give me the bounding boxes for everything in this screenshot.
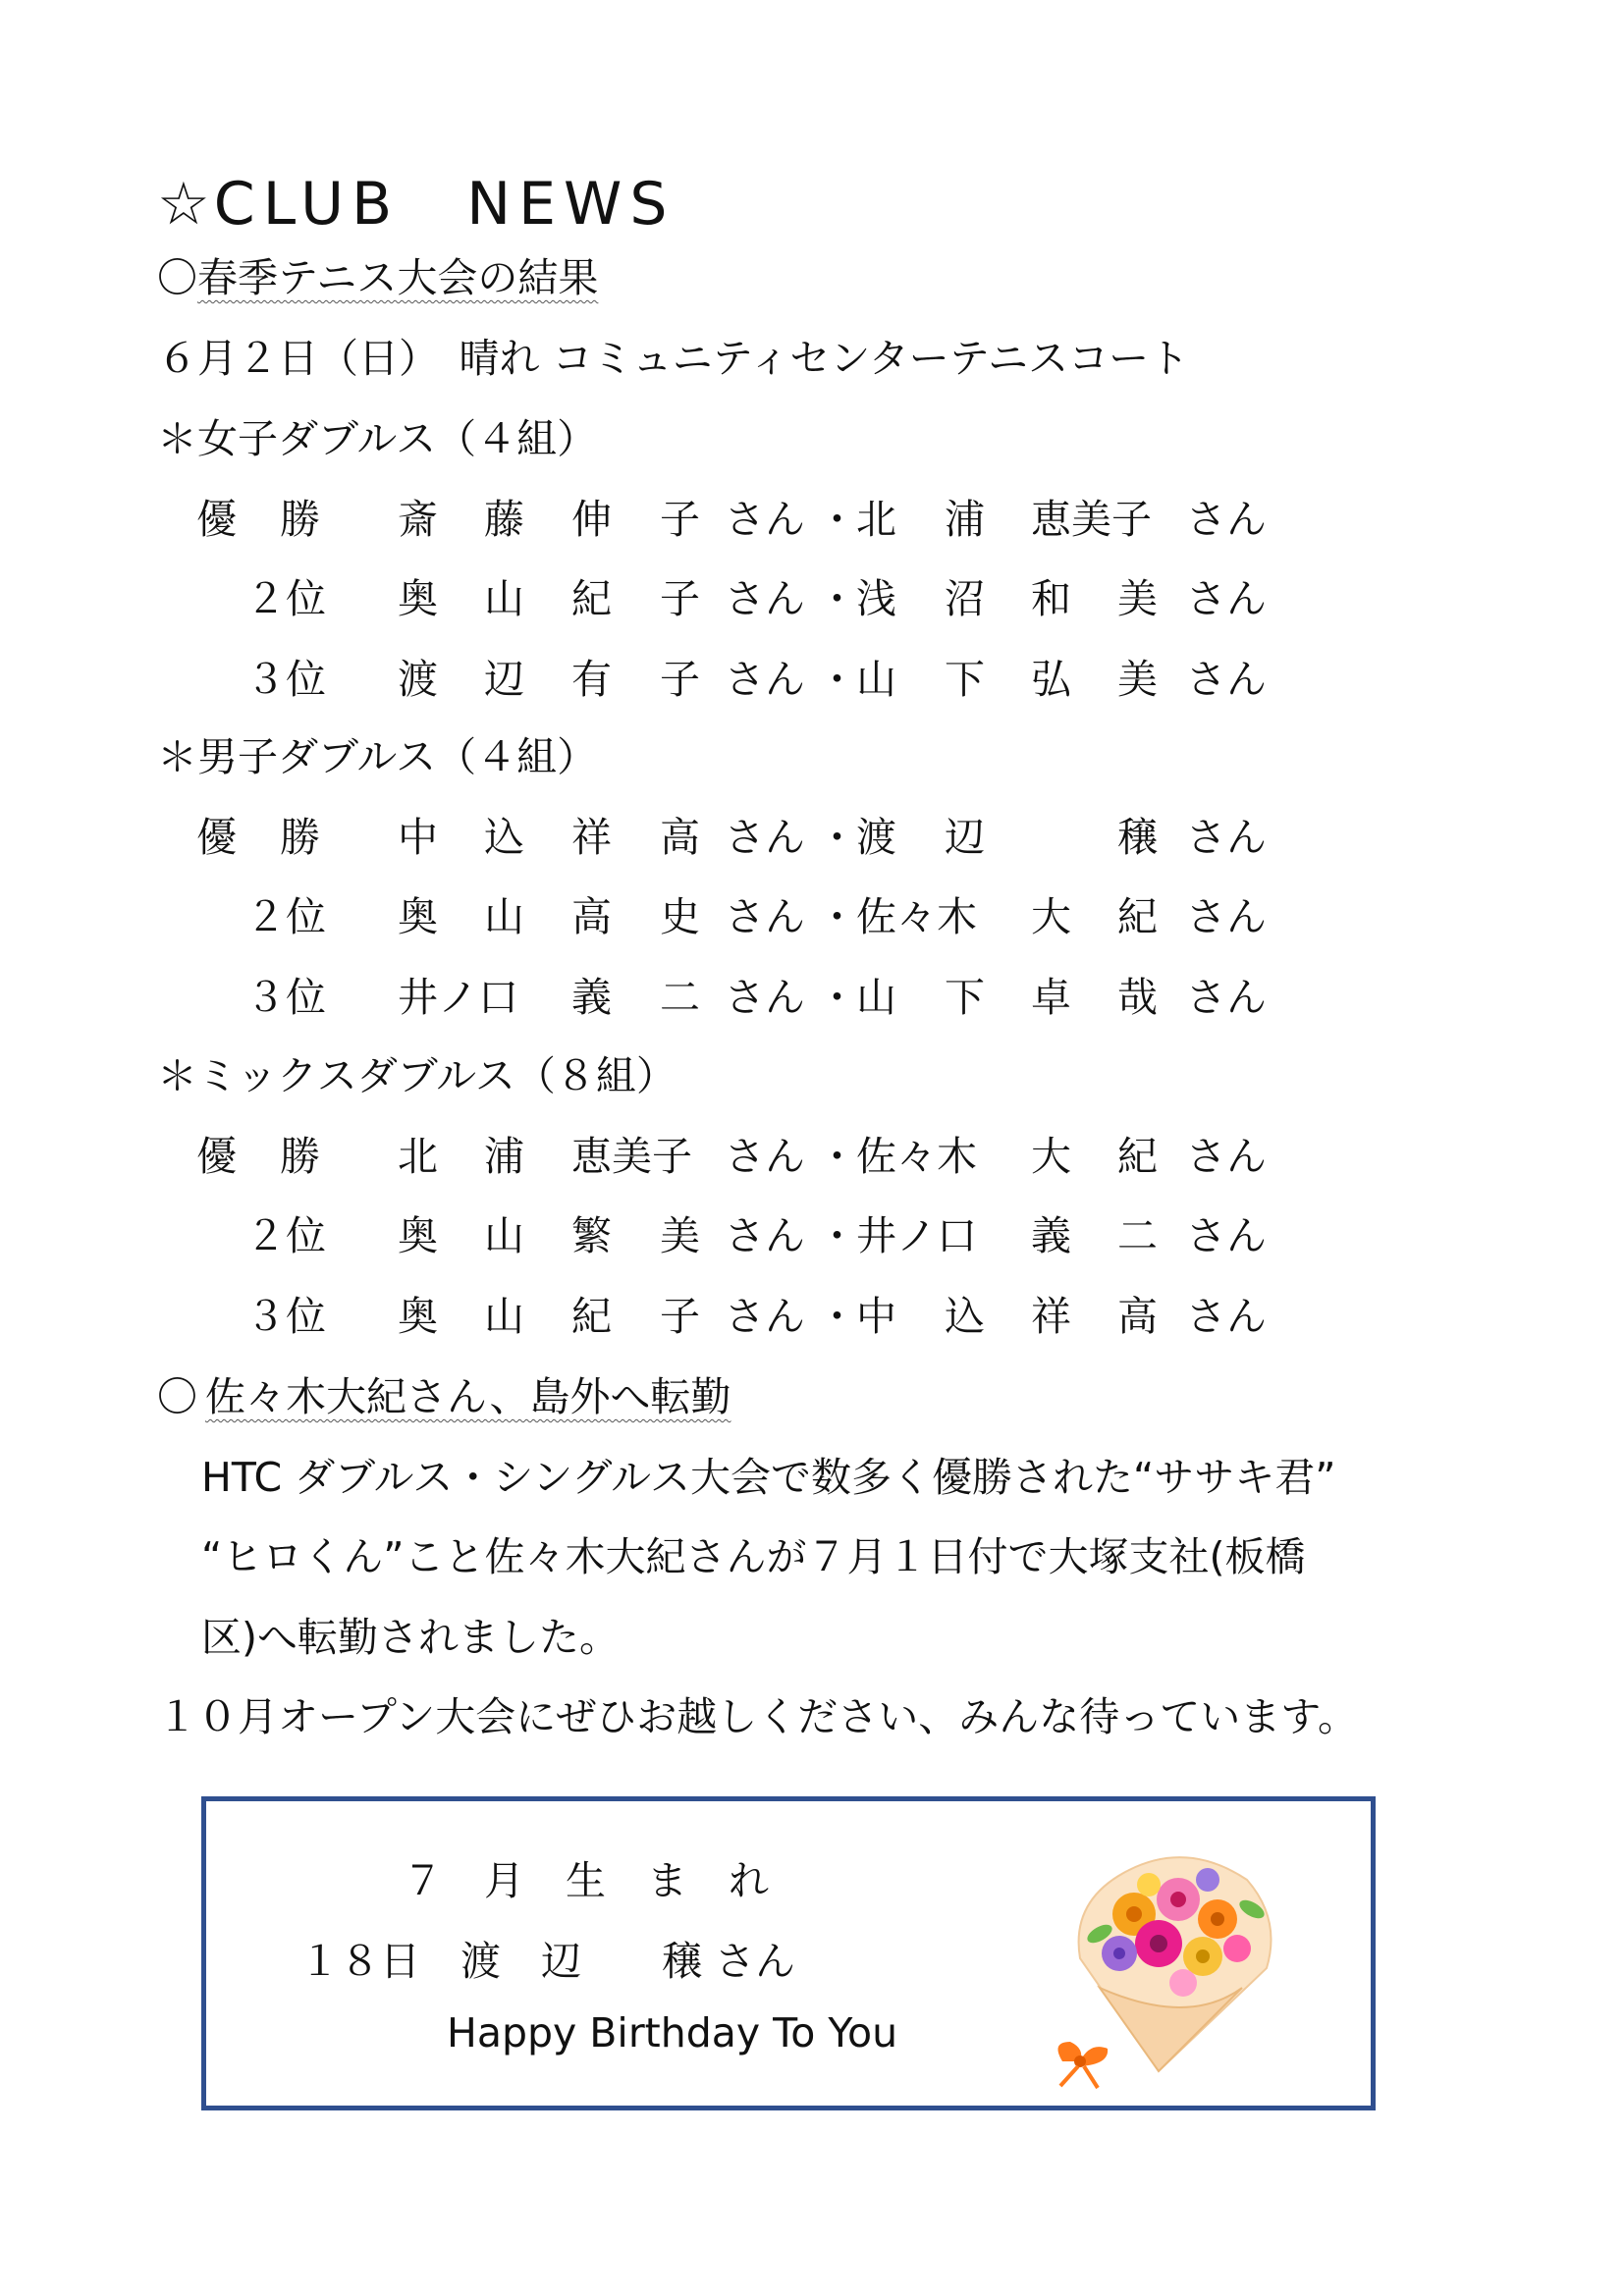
honorific: さん [1186, 495, 1267, 543]
player2-name-part: 込 [945, 1292, 985, 1340]
birthday-message: Happy Birthday To You [447, 2009, 898, 2056]
player1-name-part: 子 [660, 655, 700, 703]
separator-dot: ・ [817, 813, 857, 861]
player2-name-part: 下 [945, 973, 985, 1021]
honorific: さん [725, 1212, 805, 1259]
player2-name-part: 渡 [856, 813, 896, 861]
player1-name-part: 史 [660, 893, 700, 940]
player2-name-part: 高 [1117, 1292, 1158, 1340]
player1-name-part: 恵美子 [571, 1132, 692, 1180]
player1-name-part: 奥 [398, 1212, 438, 1259]
transfer-heading [157, 1364, 731, 1422]
player1-name-part: 斎 [398, 495, 438, 543]
player1-name-part: 美 [660, 1212, 700, 1259]
player2-name-part: 北 [856, 495, 896, 543]
player2-name-part: 二 [1117, 1212, 1158, 1259]
player1-name-part: 二 [660, 973, 700, 1021]
player2-name-part: 紀 [1117, 1132, 1158, 1180]
result-row [0, 884, 1375, 943]
place-label: ２位 [245, 893, 326, 940]
player1-name-part: 子 [660, 1292, 700, 1340]
honorific: さん [725, 575, 805, 622]
player2-name-part: 辺 [945, 813, 985, 861]
birthday-title: ７月生まれ [403, 1857, 810, 1904]
result-row [0, 965, 1375, 1024]
honorific: さん [1186, 813, 1267, 861]
player1-name-part: 有 [571, 655, 612, 703]
player1-name-part: 子 [660, 575, 700, 622]
tournament-heading-text: 春季テニス大会の結果 [197, 254, 599, 301]
player2-name-part: 中 [856, 1292, 896, 1340]
page-title [157, 157, 675, 241]
player1-name-part: 北 [398, 1132, 438, 1180]
birthday-box [201, 1796, 1376, 2110]
player2-name-part: 卓 [1031, 973, 1071, 1021]
player2-name-part: 大 [1031, 893, 1071, 940]
player1-name-part: 山 [484, 1292, 524, 1340]
player2-name-part: 山 [856, 973, 896, 1021]
player1-name-part: 井ノ口 [398, 973, 518, 1021]
player1-name-part: 奥 [398, 893, 438, 940]
place-label: ３位 [245, 655, 326, 703]
player2-name-part: 浦 [945, 495, 985, 543]
player1-name-part: 込 [484, 813, 524, 861]
transfer-line-1: HTC ダブルス・シングルス大会で数多く優勝された“ササキ君” [201, 1454, 1336, 1501]
tournament-date-line: ６月２日（日） 晴れ コミュニティセンターテニスコート [157, 335, 1190, 382]
circle-bullet-icon: 〇 [157, 254, 197, 301]
player2-name-part: 美 [1117, 575, 1158, 622]
place-label: ３位 [245, 1292, 326, 1340]
separator-dot: ・ [817, 893, 857, 940]
player1-name-part: 奥 [398, 1292, 438, 1340]
result-row [0, 805, 1375, 864]
player2-name-part: 哉 [1117, 973, 1158, 1021]
player1-name-part: 渡 [398, 655, 438, 703]
player1-name-part: 浦 [484, 1132, 524, 1180]
player2-name-part: 山 [856, 655, 896, 703]
tournament-heading [157, 245, 598, 303]
separator-dot: ・ [817, 1212, 857, 1259]
player1-name-part: 紀 [571, 575, 612, 622]
honorific: さん [725, 973, 805, 1021]
honorific: さん [725, 655, 805, 703]
player2-name-part: 紀 [1117, 893, 1158, 940]
player2-name-part: 下 [945, 655, 985, 703]
player2-name-part: 恵美子 [1031, 495, 1152, 543]
player2-name-part: 浅 [856, 575, 896, 622]
place-label: ２位 [245, 575, 326, 622]
honorific: さん [1186, 973, 1267, 1021]
player1-name-part: 中 [398, 813, 438, 861]
result-row [0, 1284, 1375, 1343]
separator-dot: ・ [817, 575, 857, 622]
player2-name-part: 義 [1031, 1212, 1071, 1259]
honorific: さん [725, 813, 805, 861]
player1-name-part: 藤 [484, 495, 524, 543]
player2-name-part: 美 [1117, 655, 1158, 703]
honorific: さん [725, 1292, 805, 1340]
player2-name-part: 佐々木 [856, 1132, 977, 1180]
player2-name-part: 佐々木 [856, 893, 977, 940]
player1-name-part: 子 [660, 495, 700, 543]
honorific: さん [1186, 893, 1267, 940]
result-row [0, 647, 1375, 706]
honorific: さん [725, 1132, 805, 1180]
player1-name-part: 山 [484, 575, 524, 622]
player2-name-part: 沼 [945, 575, 985, 622]
honorific: さん [1186, 1292, 1267, 1340]
transfer-line-2: “ヒロくん”こと佐々木大紀さんが７月１日付で大塚支社(板橋 [201, 1533, 1306, 1580]
place-label: 優勝 [196, 813, 363, 861]
player2-name-part: 大 [1031, 1132, 1071, 1180]
category-heading: ＊男子ダブルス（４組） [157, 733, 598, 780]
player1-name-part: 辺 [484, 655, 524, 703]
page-title-text: CLUB NEWS [213, 170, 676, 239]
result-row [0, 1124, 1375, 1183]
separator-dot: ・ [817, 1132, 857, 1180]
place-label: ２位 [245, 1212, 326, 1259]
star-icon: ☆ [157, 170, 210, 239]
player2-name-part: 穣 [1117, 813, 1158, 861]
separator-dot: ・ [817, 1292, 857, 1340]
place-label: 優勝 [196, 1132, 363, 1180]
circle-bullet-icon: 〇 [157, 1373, 197, 1420]
player2-name-part: 祥 [1031, 1292, 1071, 1340]
result-row [0, 566, 1375, 625]
honorific: さん [725, 893, 805, 940]
separator-dot: ・ [817, 973, 857, 1021]
closing-line: １０月オープン大会にぜひお越しください、みんな待っています。 [157, 1693, 1359, 1740]
honorific: さん [1186, 575, 1267, 622]
player1-name-part: 山 [484, 1212, 524, 1259]
flower-bouquet-icon [1041, 1841, 1286, 2091]
player1-name-part: 義 [571, 973, 612, 1021]
honorific: さん [725, 495, 805, 543]
transfer-heading-text: 佐々木大紀さん、島外へ転勤 [205, 1373, 731, 1420]
result-row [0, 487, 1375, 546]
player1-name-part: 奥 [398, 575, 438, 622]
category-heading: ＊女子ダブルス（４組） [157, 415, 598, 462]
transfer-line-3: 区)へ転勤されました。 [201, 1614, 620, 1661]
player2-name-part: 弘 [1031, 655, 1071, 703]
player1-name-part: 伸 [571, 495, 612, 543]
honorific: さん [1186, 655, 1267, 703]
category-heading: ＊ミックスダブルス（８組） [157, 1052, 677, 1099]
player1-name-part: 祥 [571, 813, 612, 861]
player2-name-part: 和 [1031, 575, 1071, 622]
separator-dot: ・ [817, 655, 857, 703]
separator-dot: ・ [817, 495, 857, 543]
player1-name-part: 山 [484, 893, 524, 940]
player2-name-part: 井ノ口 [856, 1212, 977, 1259]
player1-name-part: 紀 [571, 1292, 612, 1340]
honorific: さん [1186, 1132, 1267, 1180]
place-label: ３位 [245, 973, 326, 1021]
player1-name-part: 高 [660, 813, 700, 861]
place-label: 優勝 [196, 495, 363, 543]
player1-name-part: 高 [571, 893, 612, 940]
honorific: さん [1186, 1212, 1267, 1259]
birthday-entry: １８日 渡 辺 穣 さん [299, 1938, 796, 1985]
result-row [0, 1203, 1375, 1262]
player1-name-part: 繁 [571, 1212, 612, 1259]
